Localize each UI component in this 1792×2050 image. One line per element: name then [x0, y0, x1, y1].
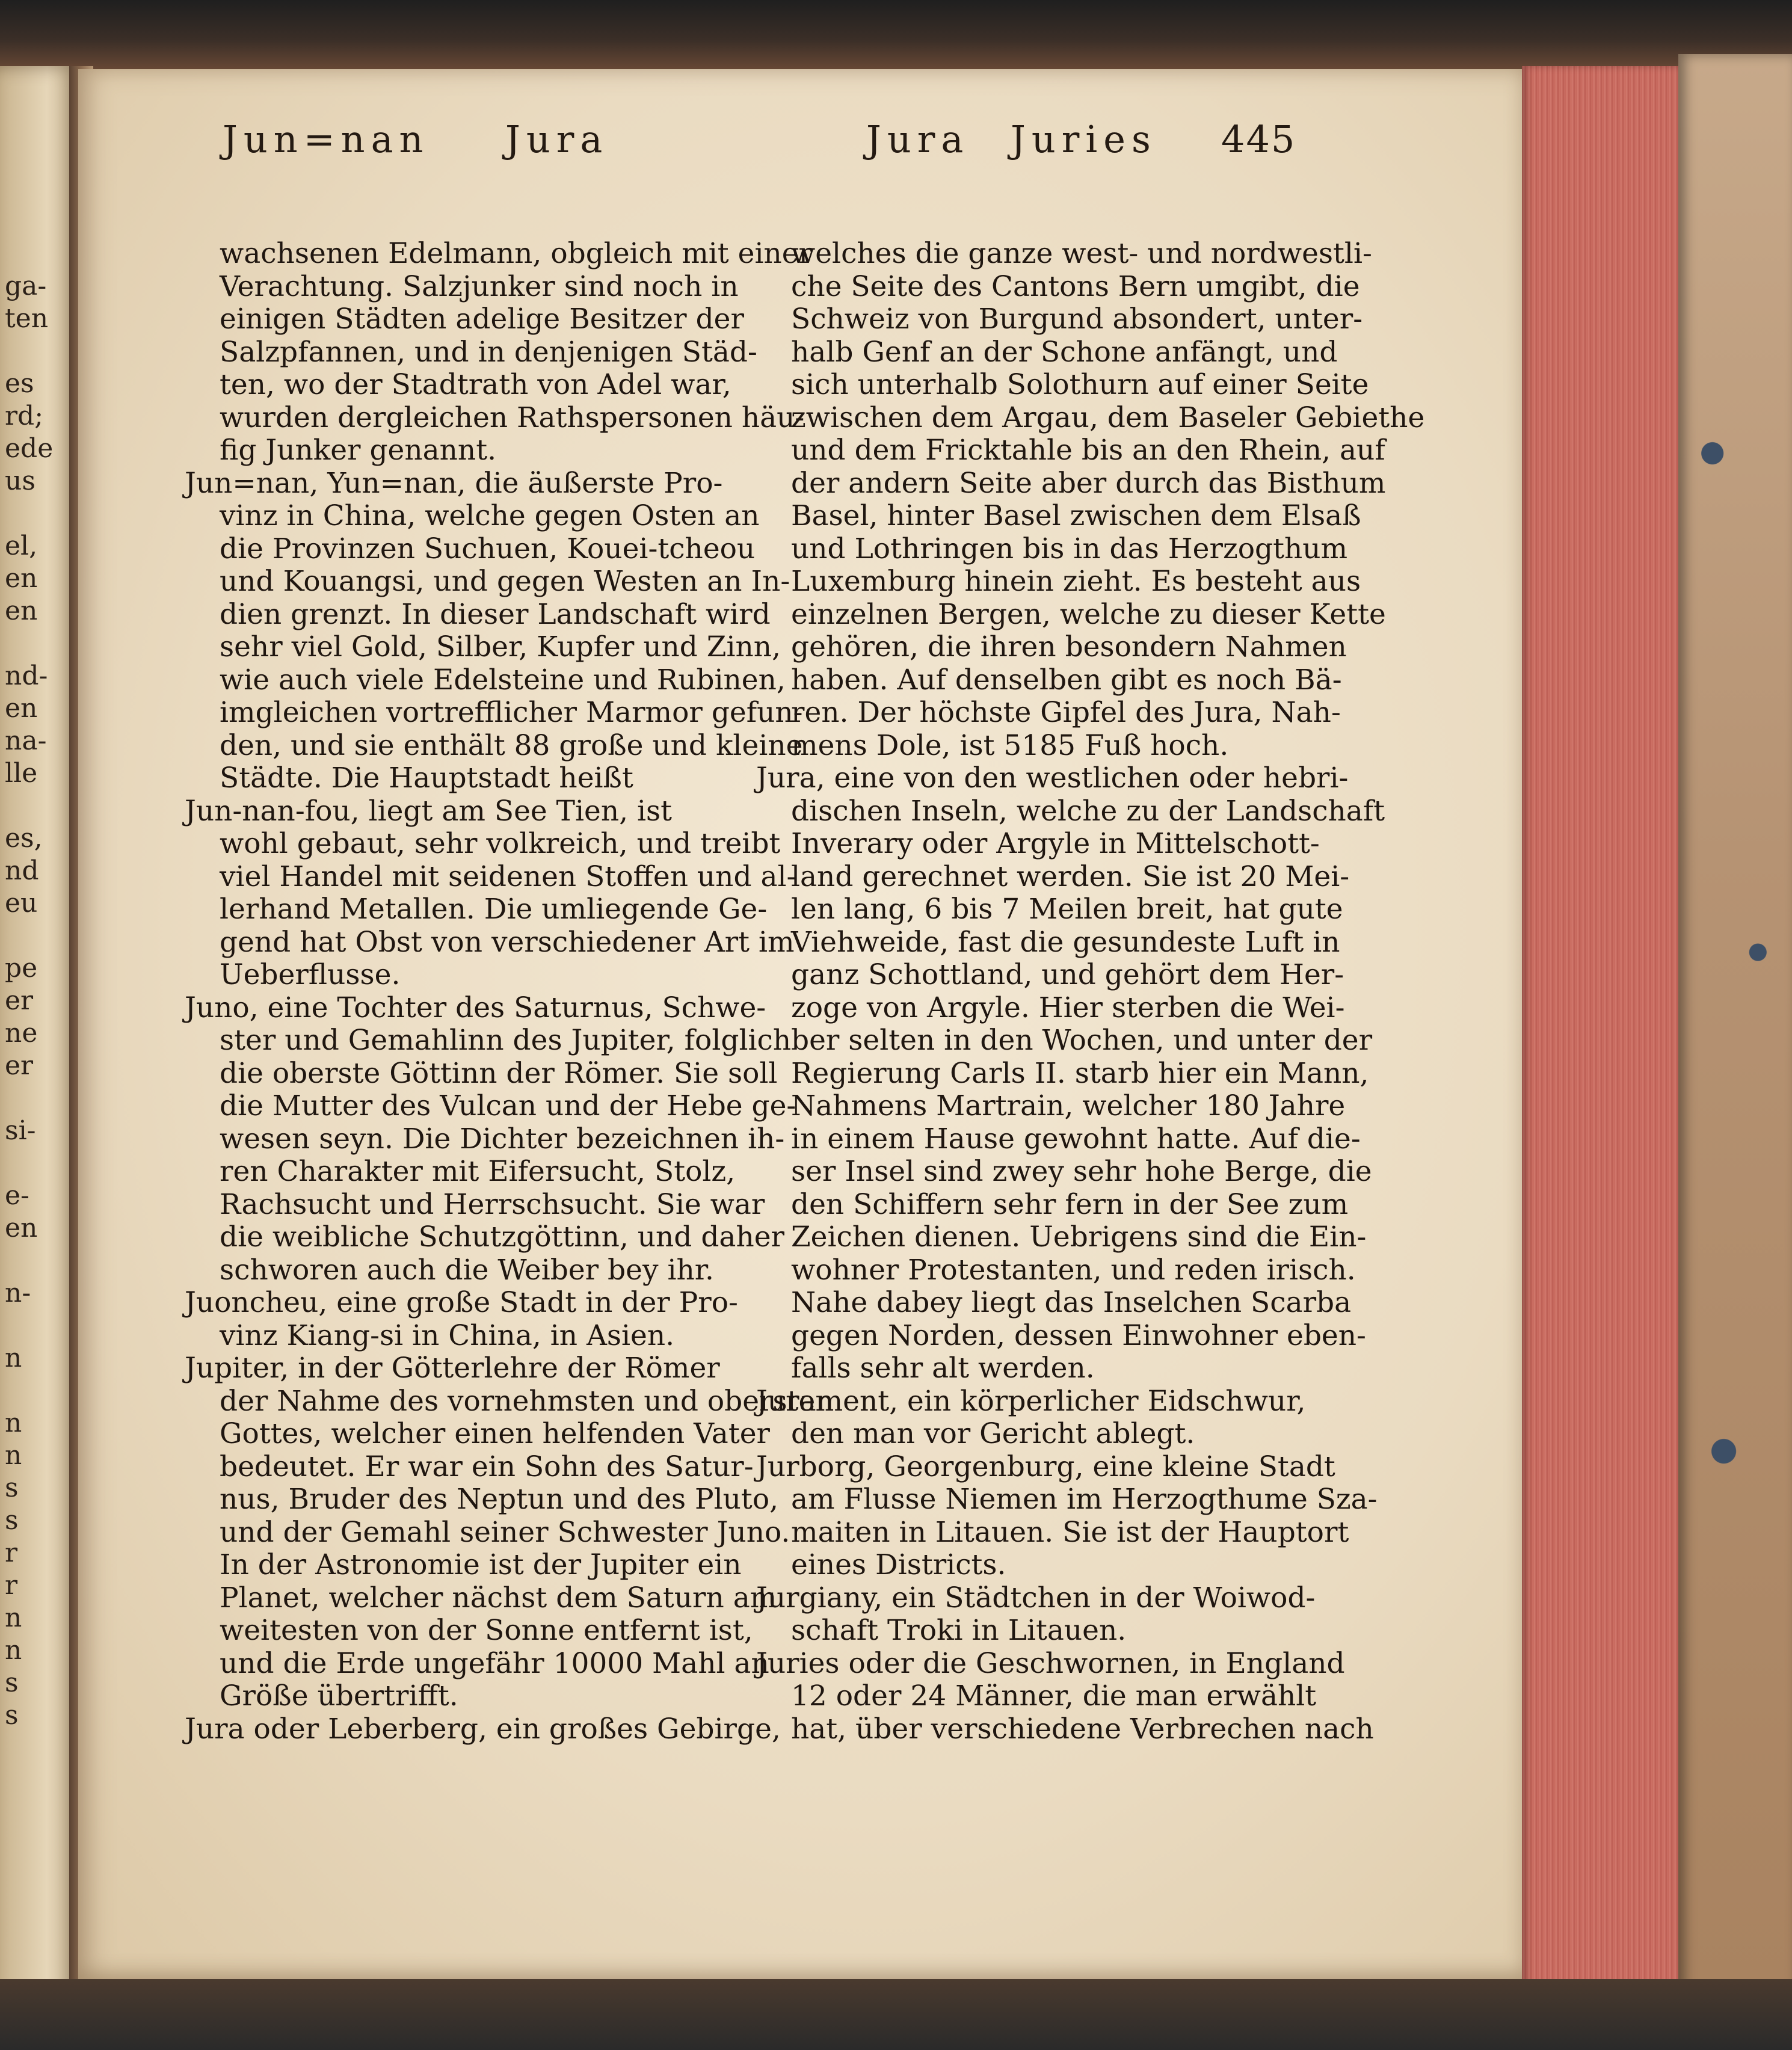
left-column-line: Größe übertrifft.: [220, 1679, 458, 1713]
book-bottom-shadow: [0, 1979, 1792, 2050]
right-column-line: falls sehr alt werden.: [791, 1352, 1095, 1385]
text-column-right: [756, 237, 1425, 1746]
right-column-line: che Seite des Cantons Bern umgibt, die: [791, 269, 1360, 303]
left-column-line: Juoncheu, eine große Stadt in der Pro-: [185, 1286, 738, 1319]
left-column-line: imgleichen vortrefflicher Marmor gefun-: [220, 696, 803, 729]
right-column-line: Inverary oder Argyle in Mittelschott-: [791, 827, 1320, 860]
right-column-line: gehören, die ihren besondern Nahmen: [791, 630, 1347, 663]
right-column-line: ser Insel sind zwey sehr hohe Berge, die: [791, 1155, 1372, 1188]
book-cover-top: [0, 0, 1792, 72]
left-page-fragment: na-: [5, 725, 47, 756]
right-column-line: dischen Inseln, welche zu der Landschaft: [791, 794, 1385, 828]
left-column-line: In der Astronomie ist der Jupiter ein: [220, 1548, 742, 1581]
right-column-line: maiten in Litauen. Sie ist der Hauptort: [791, 1515, 1349, 1549]
right-column-line: Luxemburg hinein zieht. Es besteht aus: [791, 565, 1361, 598]
right-column-line: zwischen dem Argau, dem Baseler Gebiethe: [791, 401, 1425, 434]
left-column-line: Planet, welcher nächst dem Saturn am: [220, 1581, 777, 1614]
left-page-fragment: n: [5, 1440, 22, 1471]
right-column-line: len lang, 6 bis 7 Meilen breit, hat gute: [791, 893, 1343, 926]
left-page-fragment: lle: [5, 758, 38, 789]
running-head-left-second: Jura: [505, 117, 609, 161]
left-page-fragment: pe: [5, 953, 38, 983]
left-column-line: die weibliche Schutzgöttinn, und daher: [220, 1220, 784, 1254]
right-column-line: Schweiz von Burgund absondert, unter-: [791, 303, 1363, 336]
left-column-line: und Kouangsi, und gegen Westen an In-: [220, 565, 790, 598]
left-page-fragment: ede: [5, 433, 54, 464]
left-page-fragment: nd-: [5, 660, 48, 691]
right-column-line: Jurament, ein körperlicher Eidschwur,: [756, 1384, 1306, 1418]
right-column-line: eines Districts.: [791, 1548, 1006, 1581]
right-column-line: ganz Schottland, und gehört dem Her-: [791, 958, 1344, 991]
left-page-fragment: en: [5, 596, 38, 626]
left-column-line: Jura oder Leberberg, ein großes Gebirge,: [185, 1712, 781, 1746]
left-column-line: nus, Bruder des Neptun und des Pluto,: [220, 1483, 779, 1516]
left-page-fragment: us: [5, 466, 35, 496]
left-page-fragment: n: [5, 1635, 22, 1666]
right-column-line: schaft Troki in Litauen.: [791, 1614, 1127, 1647]
left-page-fragment: n: [5, 1408, 22, 1438]
right-column-line: 12 oder 24 Männer, die man erwählt: [791, 1679, 1317, 1713]
left-column-line: Jupiter, in der Götterlehre der Römer: [185, 1352, 720, 1385]
left-column-line: wohl gebaut, sehr volkreich, und treibt: [220, 827, 781, 860]
left-page-fragment: r: [5, 1570, 18, 1601]
left-column-line: und die Erde ungefähr 10000 Mahl an: [220, 1646, 769, 1680]
left-column-line: vinz in China, welche gegen Osten an: [220, 499, 760, 532]
right-column-line: ber selten in den Wochen, und unter der: [791, 1024, 1373, 1057]
left-column-line: Jun-nan-fou, liegt am See Tien, ist: [185, 794, 673, 828]
right-column-line: Regierung Carls II. starb hier ein Mann,: [791, 1056, 1369, 1090]
left-page-fragment: ne: [5, 1018, 38, 1048]
left-page-fragment: er: [5, 1050, 34, 1081]
left-column-line: Verachtung. Salzjunker sind noch in: [220, 269, 739, 303]
right-column-line: land gerechnet werden. Sie ist 20 Mei-: [791, 860, 1350, 893]
right-column-line: Nahe dabey liegt das Inselchen Scarba: [791, 1286, 1352, 1319]
left-page-fragment: es,: [5, 823, 43, 854]
left-page-fragment: si-: [5, 1115, 36, 1146]
left-column-line: fig Junker genannt.: [220, 434, 497, 467]
left-column-line: einigen Städten adelige Besitzer der: [220, 303, 744, 336]
left-column-line: wachsenen Edelmann, obgleich mit einer: [220, 237, 813, 270]
left-column-line: Salzpfannen, und in denjenigen Städ-: [220, 335, 757, 369]
left-page-fragment: s: [5, 1667, 19, 1698]
left-column-line: die Provinzen Suchuen, Kouei-tcheou: [220, 532, 756, 565]
left-page-fragment: rd;: [5, 401, 44, 431]
right-column-line: wohner Protestanten, und reden irisch.: [791, 1253, 1356, 1287]
left-page-fragment: n: [5, 1602, 22, 1633]
right-column-line: einzelnen Bergen, welche zu dieser Kette: [791, 597, 1386, 631]
left-page-fragment: ten: [5, 303, 49, 334]
left-column-line: Gottes, welcher einen helfenden Vater: [220, 1417, 770, 1450]
left-column-line: dien grenzt. In dieser Landschaft wird: [220, 597, 771, 631]
right-column-line: Juries oder die Geschwornen, in England: [756, 1646, 1345, 1680]
right-column-line: haben. Auf denselben gibt es noch Bä-: [791, 663, 1342, 697]
right-column-line: Zeichen dienen. Uebrigens sind die Ein-: [791, 1220, 1367, 1254]
running-head-right-second: Juries: [1011, 117, 1157, 161]
left-column-line: ten, wo der Stadtrath von Adel war,: [220, 368, 731, 401]
page-block-red-edge: [1522, 66, 1678, 1994]
left-column-line: weitesten von der Sonne entfernt ist,: [220, 1614, 753, 1647]
right-column-line: Nahmens Martrain, welcher 180 Jahre: [791, 1089, 1346, 1122]
left-column-line: den, und sie enthält 88 große und kleine: [220, 728, 803, 762]
left-page-fragment: r: [5, 1538, 18, 1568]
right-column-line: und dem Fricktahle bis an den Rhein, auf: [791, 434, 1385, 467]
right-column-line: Viehweide, fast die gesundeste Luft in: [791, 925, 1340, 959]
right-column-line: Jurborg, Georgenburg, eine kleine Stadt: [756, 1450, 1335, 1483]
right-column-line: der andern Seite aber durch das Bisthum: [791, 466, 1386, 500]
left-page-fragment: es: [5, 368, 34, 399]
left-column-line: die oberste Göttinn der Römer. Sie soll: [220, 1056, 778, 1090]
left-page-fragment: ga-: [5, 271, 47, 301]
right-column-line: Jura, eine von den westlichen oder hebri-: [756, 762, 1349, 795]
running-head-right-first: Jura: [866, 117, 970, 161]
left-column-line: Jun=nan, Yun=nan, die äußerste Pro-: [185, 466, 723, 500]
left-page-fragment: e-: [5, 1180, 29, 1211]
left-column-line: die Mutter des Vulcan und der Hebe ge-: [220, 1089, 796, 1122]
left-page-edge: [0, 66, 78, 2050]
right-column-line: den Schiffern sehr fern in der See zum: [791, 1187, 1349, 1221]
right-column-line: Basel, hinter Basel zwischen dem Elsaß: [791, 499, 1361, 532]
left-page-fragment: s: [5, 1700, 19, 1731]
left-page-fragment: s: [5, 1505, 19, 1536]
right-column-line: in einem Hause gewohnt hatte. Auf die-: [791, 1122, 1361, 1156]
left-column-line: lerhand Metallen. Die umliegende Ge-: [220, 893, 768, 926]
left-column-line: Ueberflusse.: [220, 958, 401, 991]
right-column-line: sich unterhalb Solothurn auf einer Seite: [791, 368, 1369, 401]
marbled-cover-right: [1678, 54, 1792, 2050]
running-head-left-first: Jun=nan: [223, 117, 430, 161]
right-column-line: am Flusse Niemen im Herzogthume Sza-: [791, 1483, 1378, 1516]
right-column-line: zoge von Argyle. Hier sterben die Wei-: [791, 991, 1345, 1024]
left-page-fragment: el,: [5, 531, 38, 561]
left-column-line: Juno, eine Tochter des Saturnus, Schwe-: [185, 991, 766, 1024]
right-column-line: halb Genf an der Schone anfängt, und: [791, 335, 1338, 369]
left-column-line: der Nahme des vornehmsten und obersten: [220, 1384, 834, 1418]
left-column-line: wurden dergleichen Rathspersonen häu-: [220, 401, 805, 434]
left-column-line: Städte. Die Hauptstadt heißt: [220, 762, 633, 795]
left-column-line: und der Gemahl seiner Schwester Juno.: [220, 1515, 790, 1549]
left-column-line: Rachsucht und Herrschsucht. Sie war: [220, 1187, 765, 1221]
right-column-line: mens Dole, ist 5185 Fuß hoch.: [791, 728, 1229, 762]
left-column-line: bedeutet. Er war ein Sohn des Satur-: [220, 1450, 754, 1483]
left-page-fragment: er: [5, 985, 34, 1016]
right-column-line: ren. Der höchste Gipfel des Jura, Nah-: [791, 696, 1341, 729]
left-column-line: gend hat Obst von verschiedener Art im: [220, 925, 795, 959]
left-page-fragment: en: [5, 1213, 38, 1243]
right-column-line: den man vor Gericht ablegt.: [791, 1417, 1195, 1450]
right-column-line: hat, über verschiedene Verbrechen nach: [791, 1712, 1374, 1746]
right-column-line: welches die ganze west- und nordwestli-: [791, 237, 1372, 270]
right-column-line: und Lothringen bis in das Herzogthum: [791, 532, 1348, 565]
left-column-line: wie auch viele Edelsteine und Rubinen,: [220, 663, 786, 697]
left-page-fragment: eu: [5, 888, 38, 919]
left-page-fragment: en: [5, 563, 38, 594]
left-column-line: ster und Gemahlinn des Jupiter, folglich: [220, 1024, 792, 1057]
left-column-line: sehr viel Gold, Silber, Kupfer und Zinn,: [220, 630, 781, 663]
page-number: 445: [1221, 117, 1296, 161]
left-column-line: schworen auch die Weiber bey ihr.: [220, 1253, 714, 1287]
left-page-fragment: en: [5, 693, 38, 724]
left-page-fragment: nd: [5, 855, 39, 886]
left-column-line: ren Charakter mit Eifersucht, Stolz,: [220, 1155, 736, 1188]
left-column-line: wesen seyn. Die Dichter bezeichnen ih-: [220, 1122, 785, 1156]
right-column-line: Jurgiany, ein Städtchen in der Woiwod-: [756, 1581, 1316, 1614]
left-column-line: viel Handel mit seidenen Stoffen und al-: [220, 860, 796, 893]
left-page-fragment: n: [5, 1343, 22, 1373]
left-page-fragment: s: [5, 1473, 19, 1503]
text-column-left: [185, 237, 834, 1746]
left-page-fragment: n-: [5, 1278, 31, 1308]
left-column-line: vinz Kiang-si in China, in Asien.: [220, 1319, 675, 1352]
right-column-line: gegen Norden, dessen Einwohner eben-: [791, 1319, 1366, 1352]
